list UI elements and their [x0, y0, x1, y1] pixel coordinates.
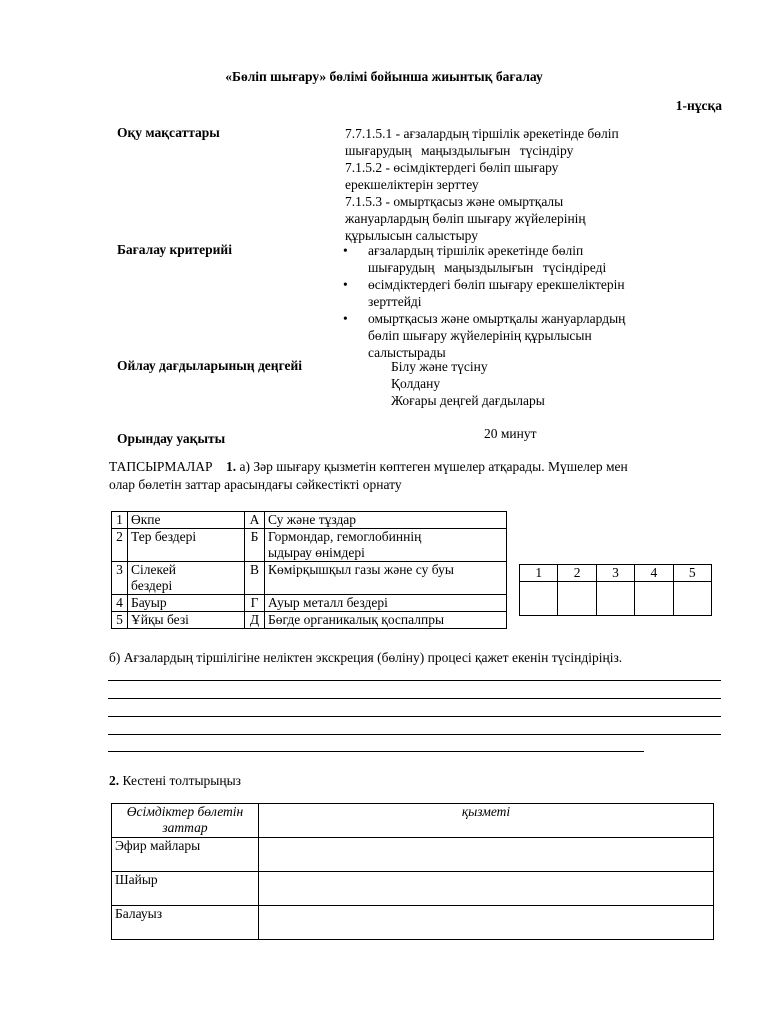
thinking-level: Қолдану — [391, 376, 441, 391]
col1-header: Өсімдіктер бөлетін заттар — [112, 804, 259, 838]
answer-header: 4 — [635, 565, 673, 582]
criteria-line: салыстырады — [368, 345, 446, 360]
answer-cell[interactable] — [596, 582, 634, 616]
letter-cell: В — [245, 562, 265, 595]
criteria-list — [343, 242, 688, 361]
task-number: 1. — [226, 459, 237, 474]
task2-title — [109, 773, 241, 789]
tasks-heading: ТАПСЫРМАЛАР — [109, 459, 213, 474]
goal-line: ерекшеліктерін зерттеу — [345, 177, 479, 192]
substance-name: Эфир майлары — [112, 838, 259, 872]
question-b: б) Ағзалардың тіршілігіне неліктен экскреция (бөліну) процесі қажет екенін түсіндіріңіз. — [109, 650, 623, 665]
function-cell[interactable] — [259, 872, 714, 906]
task1-line2: олар бөлетін заттар арасындағы сәйкестікті орнату — [109, 477, 402, 492]
bullet-icon: • — [343, 277, 348, 292]
answer-cell[interactable] — [635, 582, 673, 616]
criteria-line: зерттейді — [368, 294, 422, 309]
goals-list — [345, 125, 685, 244]
goal-line: шығарудың маңыздылығын түсіндіру — [345, 143, 574, 158]
answer-header: 5 — [673, 565, 711, 582]
row-number: 4 — [112, 595, 128, 612]
answer-cell[interactable] — [558, 582, 596, 616]
task1-text — [109, 458, 729, 493]
row-number: 1 — [112, 512, 128, 529]
substance-cell: Су және тұздар — [265, 512, 507, 529]
criteria-line: ағзалардың тіршілік әрекетінде бөліп — [368, 243, 584, 258]
thinking-label: Ойлау дағдыларының деңгейі — [117, 358, 303, 373]
answer-line[interactable] — [108, 734, 721, 735]
variant-label: 1-нұсқа — [675, 98, 722, 113]
bullet-icon: • — [343, 311, 348, 326]
goal-line: жануарлардың бөліп шығару жүйелерінің — [345, 211, 586, 226]
substance-cell: Ауыр металл бездері — [265, 595, 507, 612]
organ-cell: Өкпе — [128, 512, 245, 529]
criteria-line: бөліп шығару жүйелерінің құрылысын — [368, 328, 592, 343]
fill-row — [112, 906, 714, 940]
answer-header: 3 — [596, 565, 634, 582]
table-row — [112, 612, 507, 629]
task1-line1: а) Зәр шығару қызметін көптеген мүшелер атқарады. Мүшелер мен — [236, 459, 628, 474]
thinking-level: Жоғары деңгей дағдылары — [391, 393, 545, 408]
substance-cell: Гормондар, гемоглобиннің ыдырау өнімдері — [265, 529, 507, 562]
answer-table — [519, 564, 712, 616]
answer-line[interactable] — [108, 751, 644, 752]
answer-header: 2 — [558, 565, 596, 582]
substance-cell: Бөгде органикалық қоспалпры — [265, 612, 507, 629]
matching-table — [111, 511, 507, 629]
col2-header: қызметі — [259, 804, 714, 838]
criteria-line: шығарудың маңыздылығын түсіндіреді — [368, 260, 607, 275]
row-number: 2 — [112, 529, 128, 562]
table-row — [112, 562, 507, 595]
answer-header: 1 — [520, 565, 558, 582]
fill-table — [111, 803, 714, 940]
organ-cell: Сілекей бездері — [128, 562, 245, 595]
thinking-list — [391, 358, 545, 409]
criteria-label: Бағалау критерийі — [117, 242, 232, 257]
answer-line[interactable] — [108, 680, 721, 681]
substance-name: Балауыз — [112, 906, 259, 940]
answer-cell[interactable] — [673, 582, 711, 616]
goal-line: 7.1.5.2 - өсімдіктердегі бөліп шығару — [345, 160, 559, 175]
answer-header-row — [520, 565, 712, 582]
fill-header-row — [112, 804, 714, 838]
row-number: 3 — [112, 562, 128, 595]
organ-cell: Тер бездері — [128, 529, 245, 562]
letter-cell: А — [245, 512, 265, 529]
substance-name: Шайыр — [112, 872, 259, 906]
organ-cell: Бауыр — [128, 595, 245, 612]
letter-cell: Б — [245, 529, 265, 562]
function-cell[interactable] — [259, 838, 714, 872]
row-number: 5 — [112, 612, 128, 629]
goals-label: Оқу мақсаттары — [117, 125, 220, 140]
goal-line: құрылысын салыстыру — [345, 228, 478, 243]
criteria-item — [343, 242, 688, 276]
letter-cell: Г — [245, 595, 265, 612]
bullet-icon: • — [343, 243, 348, 258]
criteria-item — [343, 276, 688, 310]
table-row — [112, 595, 507, 612]
criteria-item — [343, 310, 688, 361]
answer-cell[interactable] — [520, 582, 558, 616]
criteria-line: омыртқасыз және омыртқалы жануарлардың — [368, 311, 626, 326]
function-cell[interactable] — [259, 906, 714, 940]
table-row — [112, 512, 507, 529]
time-label: Орындау уақыты — [117, 431, 226, 446]
answer-line[interactable] — [108, 698, 721, 699]
goal-line: 7.7.1.5.1 - ағзалардың тіршілік әрекетінде бөліп — [345, 126, 619, 141]
organ-cell: Ұйқы безі — [128, 612, 245, 629]
answer-line[interactable] — [108, 716, 721, 717]
letter-cell: Д — [245, 612, 265, 629]
page-title: «Бөліп шығару» бөлімі бойынша жиынтық бағалау — [225, 69, 543, 84]
criteria-line: өсімдіктердегі бөліп шығару ерекшеліктерін — [368, 277, 625, 292]
task-number: 2. — [109, 773, 120, 788]
task2-text: Кестені толтырыңыз — [119, 773, 242, 788]
answer-row — [520, 582, 712, 616]
table-row — [112, 529, 507, 562]
goal-line: 7.1.5.3 - омыртқасыз және омыртқалы — [345, 194, 564, 209]
substance-cell: Көмірқышқыл газы және су буы — [265, 562, 507, 595]
thinking-level: Білу және түсіну — [391, 359, 488, 374]
time-value: 20 минут — [484, 426, 537, 441]
fill-row — [112, 838, 714, 872]
fill-row — [112, 872, 714, 906]
